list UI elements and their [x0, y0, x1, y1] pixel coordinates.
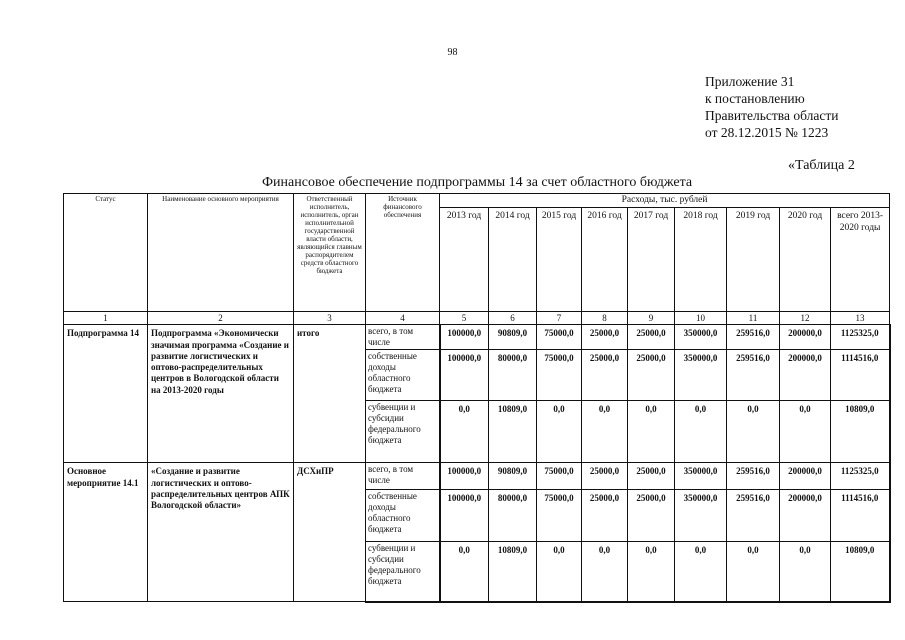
- value-cell: 75000,0: [537, 350, 582, 401]
- value-cell: 25000,0: [628, 325, 675, 350]
- value-cell: 350000,0: [675, 463, 727, 490]
- value-cell: 350000,0: [675, 490, 727, 542]
- value-cell-total: 10809,0: [831, 401, 890, 463]
- column-number: 10: [675, 312, 727, 325]
- name-cell: Подпрограмма «Экономически значимая программа «Создание и развитие логистических и оптово-распределительных центров в Вологодской области на 2013-2020 годы: [148, 325, 294, 463]
- value-cell: 259516,0: [727, 350, 780, 401]
- value-cell: 350000,0: [675, 350, 727, 401]
- value-cell: 25000,0: [582, 350, 628, 401]
- column-number: 1: [64, 312, 148, 325]
- value-cell: 75000,0: [537, 463, 582, 490]
- column-number: 8: [582, 312, 628, 325]
- source-cell: субвенции и субсидии федерального бюджета: [366, 542, 440, 602]
- value-cell: 0,0: [582, 401, 628, 463]
- value-cell: 259516,0: [727, 463, 780, 490]
- value-cell: 200000,0: [780, 350, 831, 401]
- source-cell: субвенции и субсидии федерального бюджета: [366, 401, 440, 463]
- header-year: 2013 год: [440, 208, 489, 312]
- value-cell: 80000,0: [489, 350, 537, 401]
- value-cell: 75000,0: [537, 325, 582, 350]
- header-year: 2018 год: [675, 208, 727, 312]
- value-cell: 100000,0: [440, 463, 489, 490]
- header-year: 2017 год: [628, 208, 675, 312]
- value-cell-total: 10809,0: [831, 542, 890, 602]
- value-cell: 0,0: [537, 542, 582, 602]
- value-cell: 80000,0: [489, 490, 537, 542]
- appendix-line: Правительства области: [705, 108, 839, 123]
- value-cell: 90809,0: [489, 463, 537, 490]
- column-number: 9: [628, 312, 675, 325]
- header-expenses: Расходы, тыс. рублей: [440, 194, 890, 208]
- header-year: 2016 год: [582, 208, 628, 312]
- header-source: Источник финансового обеспечения: [366, 194, 440, 312]
- value-cell-total: 1114516,0: [831, 350, 890, 401]
- value-cell: 0,0: [440, 542, 489, 602]
- value-cell: 0,0: [628, 542, 675, 602]
- value-cell: 10809,0: [489, 542, 537, 602]
- header-year: 2019 год: [727, 208, 780, 312]
- value-cell: 200000,0: [780, 490, 831, 542]
- value-cell: 0,0: [727, 542, 780, 602]
- column-number: 5: [440, 312, 489, 325]
- value-cell: 10809,0: [489, 401, 537, 463]
- appendix-line: от 28.12.2015 № 1223: [705, 125, 829, 140]
- column-number: 6: [489, 312, 537, 325]
- column-number: 7: [537, 312, 582, 325]
- value-cell: 0,0: [780, 542, 831, 602]
- column-number: 13: [831, 312, 890, 325]
- value-cell: 0,0: [582, 542, 628, 602]
- column-number: 4: [366, 312, 440, 325]
- header-status: Статус: [64, 194, 148, 312]
- appendix-line: Приложение 31: [705, 74, 795, 89]
- value-cell: 0,0: [675, 542, 727, 602]
- executor-cell: ДСХиПР: [294, 463, 366, 602]
- column-number: 3: [294, 312, 366, 325]
- value-cell: 259516,0: [727, 325, 780, 350]
- header-year: 2020 год: [780, 208, 831, 312]
- value-cell: 25000,0: [628, 350, 675, 401]
- source-cell: всего, в том числе: [366, 463, 440, 490]
- value-cell: 100000,0: [440, 490, 489, 542]
- value-cell: 200000,0: [780, 463, 831, 490]
- header-year: 2014 год: [489, 208, 537, 312]
- source-cell: собственные доходы областного бюджета: [366, 490, 440, 542]
- value-cell-total: 1114516,0: [831, 490, 890, 542]
- value-cell: 200000,0: [780, 325, 831, 350]
- name-cell: «Создание и развитие логистических и оптово-распределительных центров АПК Вологодской области»: [148, 463, 294, 602]
- value-cell-total: 1125325,0: [831, 325, 890, 350]
- value-cell: 350000,0: [675, 325, 727, 350]
- document-title: Финансовое обеспечение подпрограммы 14 за счет областного бюджета: [262, 175, 693, 190]
- header-year-total: всего 2013-2020 годы: [831, 208, 890, 312]
- appendix-line: к постановлению: [705, 91, 805, 106]
- financing-table: [63, 193, 891, 603]
- source-cell: всего, в том числе: [366, 325, 440, 350]
- column-number: 12: [780, 312, 831, 325]
- table-row: [64, 325, 890, 350]
- executor-cell: итого: [294, 325, 366, 463]
- source-cell: собственные доходы областного бюджета: [366, 350, 440, 401]
- header-name: Наименование основного мероприятия: [148, 194, 294, 312]
- value-cell: 0,0: [727, 401, 780, 463]
- status-cell: Основное мероприятие 14.1: [64, 463, 148, 602]
- column-number: 11: [727, 312, 780, 325]
- value-cell: 25000,0: [582, 463, 628, 490]
- value-cell: 259516,0: [727, 490, 780, 542]
- value-cell-total: 1125325,0: [831, 463, 890, 490]
- value-cell: 100000,0: [440, 350, 489, 401]
- value-cell: 25000,0: [628, 490, 675, 542]
- value-cell: 25000,0: [628, 463, 675, 490]
- value-cell: 0,0: [628, 401, 675, 463]
- header-executor: Ответственный исполнитель, исполнитель, орган исполнительной государственной власти области, являющийся главным распорядителем средств областного бюджета: [294, 194, 366, 312]
- value-cell: 100000,0: [440, 325, 489, 350]
- value-cell: 0,0: [537, 401, 582, 463]
- value-cell: 25000,0: [582, 325, 628, 350]
- value-cell: 0,0: [440, 401, 489, 463]
- column-number: 2: [148, 312, 294, 325]
- status-cell: Подпрограмма 14: [64, 325, 148, 463]
- value-cell: 0,0: [780, 401, 831, 463]
- value-cell: 0,0: [675, 401, 727, 463]
- header-year: 2015 год: [537, 208, 582, 312]
- page-number: 98: [447, 47, 458, 58]
- value-cell: 75000,0: [537, 490, 582, 542]
- value-cell: 25000,0: [582, 490, 628, 542]
- value-cell: 90809,0: [489, 325, 537, 350]
- table-label: «Таблица 2: [788, 158, 855, 173]
- table-row: [64, 463, 890, 490]
